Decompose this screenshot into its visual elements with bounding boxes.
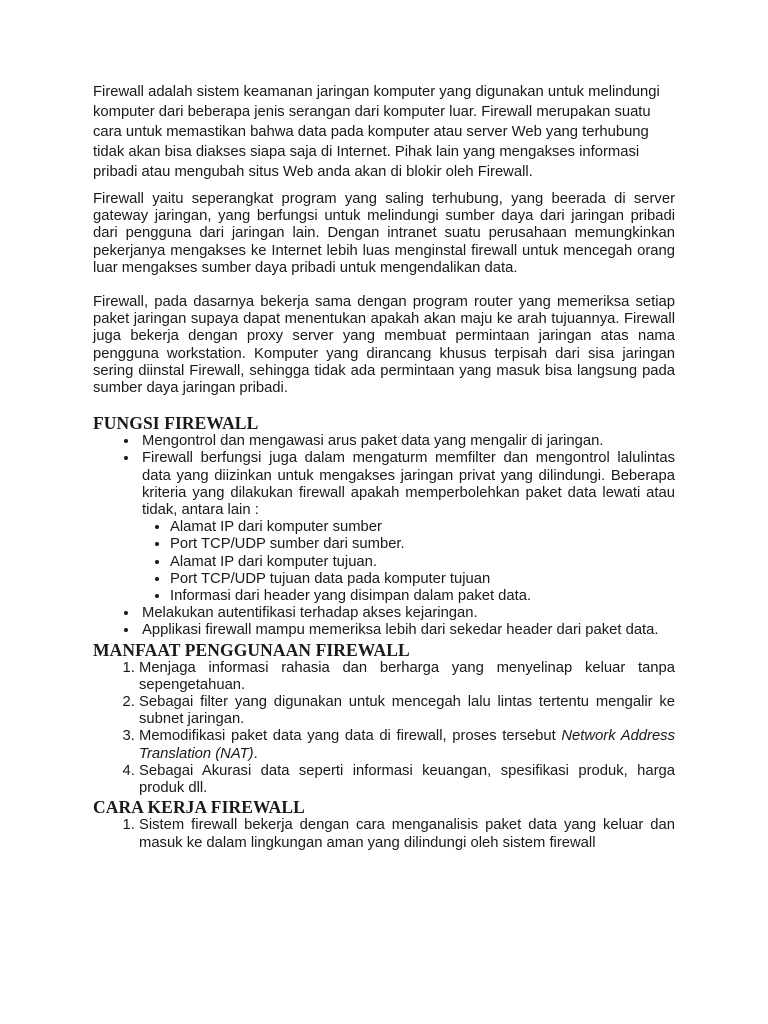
intro-paragraph: Firewall adalah sistem keamanan jaringan komputer yang digunakan untuk melindungi komputer dari beberapa jenis serangan dari komputer luar. Firewall merupakan suatu cara untuk memastikan bahwa data pada komputer atau server Web yang terhubung tidak akan bisa diakses siapa saja di Internet. Pihak lain yang mengakses informasi pribadi atau mengubah situs Web anda akan di blokir oleh Firewall. (93, 84, 660, 180)
fungsi-heading: FUNGSI FIREWALL (93, 413, 259, 434)
fungsi-list (93, 433, 675, 639)
list-item: 1. Menjaga informasi rahasia dan berharga yang menyelinap keluar tanpa sepengetahuan. (139, 660, 675, 694)
list-item-text: Firewall berfungsi juga dalam mengaturm memfilter dan mengontrol lalulintas data yang diizinkan untuk mengakses jaringan privat yang dilindungi. Beberapa kriteria yang dilakukan firewall apakah memperbolehkan paket data lewati atau tidak, antara lain : (142, 450, 675, 519)
document-page (93, 82, 675, 852)
list-item: • Port TCP/UDP tujuan data pada komputer tujuan (170, 571, 675, 588)
cara-kerja-list (93, 817, 675, 851)
list-item: • Port TCP/UDP sumber dari sumber. (170, 536, 675, 553)
manfaat-list (93, 660, 675, 798)
cara-kerja-heading: CARA KERJA FIREWALL (93, 797, 305, 818)
list-item (139, 450, 675, 605)
list-item: • Alamat IP dari komputer tujuan. (170, 554, 675, 571)
nat-term: Network Address Translation (NAT) (139, 728, 675, 762)
definition-paragraph: Firewall yaitu seperangkat program yang saling terhubung, yang beerada di server gateway jaringan, yang berfungsi untuk melindungi sumber daya dari jaringan pribadi dari pengguna dari jaringan lain. Dengan intranet suatu perusahaan memungkinkan pekerjanya mengakses ke Internet lebih luas menginstal firewall untuk mencegah orang luar mengakses sumber daya pribadi untuk mengendalikan data. (93, 191, 675, 276)
list-item-text-end: . (253, 745, 258, 762)
list-item (139, 728, 675, 762)
list-item: • Alamat IP dari komputer sumber (170, 519, 675, 536)
list-item: • Melakukan autentifikasi terhadap akses kejaringan. (139, 605, 675, 622)
list-item: • Mengontrol dan mengawasi arus paket data yang mengalir di jaringan. (139, 433, 675, 450)
list-item: 4. Sebagai Akurasi data seperti informasi keuangan, spesifikasi produk, harga produk dll. (139, 763, 675, 797)
how-it-works-paragraph: Firewall, pada dasarnya bekerja sama dengan program router yang memeriksa setiap paket jaringan supaya dapat menentukan apakah akan maju ke arah tujuannya. Firewall juga bekerja dengan proxy server yang membuat permintaan jaringan atas nama pengguna workstation. Komputer yang dirancang khusus terpisah dari sisa jaringan sering diinstal Firewall, sehingga tidak ada permintaan yang masuk bisa langsung pada sumber daya jaringan pribadi. (93, 294, 675, 397)
list-item: 2. Sebagai filter yang digunakan untuk mencegah lalu lintas tertentu mengalir ke subnet jaringan. (139, 694, 675, 728)
criteria-list (142, 519, 675, 605)
list-item-text: Memodifikasi paket data yang data di firewall, proses tersebut (139, 728, 562, 745)
manfaat-heading: MANFAAT PENGGUNAAN FIREWALL (93, 639, 410, 660)
list-item: • Applikasi firewall mampu memeriksa lebih dari sekedar header dari paket data. (139, 622, 675, 639)
list-item: • Informasi dari header yang disimpan dalam paket data. (170, 588, 675, 605)
list-item: 1. Sistem firewall bekerja dengan cara menganalisis paket data yang keluar dan masuk ke dalam lingkungan aman yang dilindungi oleh sistem firewall (139, 817, 675, 851)
